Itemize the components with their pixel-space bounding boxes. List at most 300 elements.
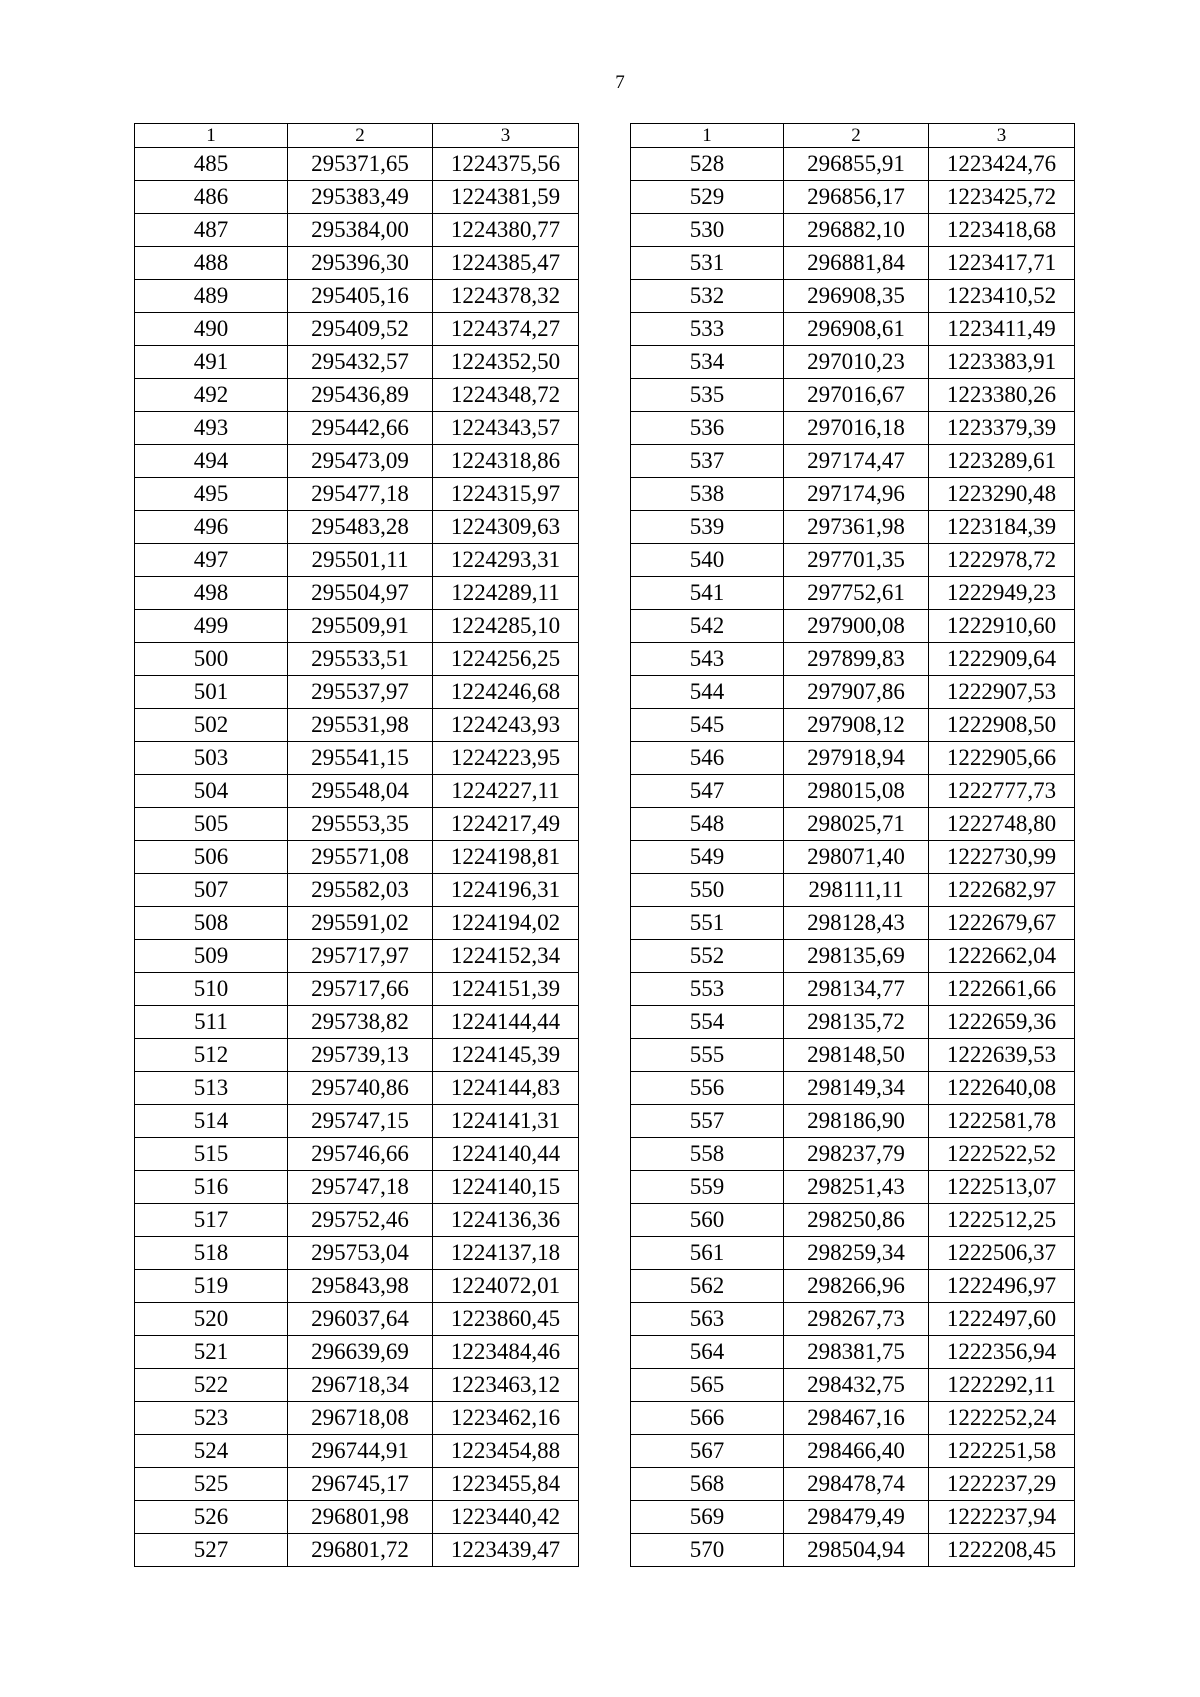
y-coordinate-cell: 1222506,37 — [929, 1237, 1075, 1270]
x-coordinate-cell: 295371,65 — [288, 148, 433, 181]
y-coordinate-cell: 1222908,50 — [929, 709, 1075, 742]
point-number-cell: 490 — [135, 313, 288, 346]
point-number-cell: 544 — [631, 676, 784, 709]
table-row — [135, 1072, 579, 1105]
x-coordinate-cell: 298267,73 — [784, 1303, 929, 1336]
y-coordinate-cell: 1223462,16 — [433, 1402, 579, 1435]
y-coordinate-cell: 1222522,52 — [929, 1138, 1075, 1171]
column-header-1: 1 — [631, 124, 784, 148]
y-coordinate-cell: 1223455,84 — [433, 1468, 579, 1501]
point-number-cell: 564 — [631, 1336, 784, 1369]
y-coordinate-cell: 1224227,11 — [433, 775, 579, 808]
x-coordinate-cell: 297016,67 — [784, 379, 929, 412]
y-coordinate-cell: 1224136,36 — [433, 1204, 579, 1237]
x-coordinate-cell: 296639,69 — [288, 1336, 433, 1369]
y-coordinate-cell: 1222682,97 — [929, 874, 1075, 907]
y-coordinate-cell: 1224140,44 — [433, 1138, 579, 1171]
point-number-cell: 521 — [135, 1336, 288, 1369]
table-row — [631, 1468, 1075, 1501]
table-row — [631, 1006, 1075, 1039]
y-coordinate-cell: 1223417,71 — [929, 247, 1075, 280]
point-number-cell: 543 — [631, 643, 784, 676]
x-coordinate-cell: 297174,47 — [784, 445, 929, 478]
x-coordinate-cell: 295752,46 — [288, 1204, 433, 1237]
point-number-cell: 516 — [135, 1171, 288, 1204]
table-row — [135, 577, 579, 610]
point-number-cell: 560 — [631, 1204, 784, 1237]
table-row — [135, 1105, 579, 1138]
x-coordinate-cell: 297016,18 — [784, 412, 929, 445]
table-row — [631, 214, 1075, 247]
point-number-cell: 540 — [631, 544, 784, 577]
table-row — [631, 643, 1075, 676]
y-coordinate-cell: 1222639,53 — [929, 1039, 1075, 1072]
y-coordinate-cell: 1224141,31 — [433, 1105, 579, 1138]
table-row — [135, 148, 579, 181]
point-number-cell: 546 — [631, 742, 784, 775]
point-number-cell: 537 — [631, 445, 784, 478]
y-coordinate-cell: 1224243,93 — [433, 709, 579, 742]
point-number-cell: 492 — [135, 379, 288, 412]
table-row — [631, 313, 1075, 346]
point-number-cell: 532 — [631, 280, 784, 313]
x-coordinate-cell: 295432,57 — [288, 346, 433, 379]
x-coordinate-cell: 295384,00 — [288, 214, 433, 247]
table-row — [631, 610, 1075, 643]
table-row — [631, 1336, 1075, 1369]
table-row — [631, 1501, 1075, 1534]
point-number-cell: 551 — [631, 907, 784, 940]
point-number-cell: 510 — [135, 973, 288, 1006]
point-number-cell: 504 — [135, 775, 288, 808]
y-coordinate-cell: 1224315,97 — [433, 478, 579, 511]
point-number-cell: 549 — [631, 841, 784, 874]
x-coordinate-cell: 298149,34 — [784, 1072, 929, 1105]
point-number-cell: 506 — [135, 841, 288, 874]
y-coordinate-cell: 1223484,46 — [433, 1336, 579, 1369]
x-coordinate-cell: 297361,98 — [784, 511, 929, 544]
y-coordinate-cell: 1224343,57 — [433, 412, 579, 445]
table-row — [135, 907, 579, 940]
x-coordinate-cell: 298432,75 — [784, 1369, 929, 1402]
x-coordinate-cell: 296882,10 — [784, 214, 929, 247]
x-coordinate-cell: 297900,08 — [784, 610, 929, 643]
point-number-cell: 485 — [135, 148, 288, 181]
table-row — [135, 1501, 579, 1534]
y-coordinate-cell: 1223289,61 — [929, 445, 1075, 478]
y-coordinate-cell: 1223424,76 — [929, 148, 1075, 181]
point-number-cell: 505 — [135, 808, 288, 841]
y-coordinate-cell: 1223860,45 — [433, 1303, 579, 1336]
x-coordinate-cell: 295541,15 — [288, 742, 433, 775]
table-row — [135, 1138, 579, 1171]
table-row — [135, 973, 579, 1006]
table-row — [135, 1204, 579, 1237]
point-number-cell: 522 — [135, 1369, 288, 1402]
point-number-cell: 555 — [631, 1039, 784, 1072]
x-coordinate-cell: 296745,17 — [288, 1468, 433, 1501]
table-row — [631, 1435, 1075, 1468]
point-number-cell: 527 — [135, 1534, 288, 1567]
y-coordinate-cell: 1222581,78 — [929, 1105, 1075, 1138]
x-coordinate-cell: 297907,86 — [784, 676, 929, 709]
x-coordinate-cell: 298134,77 — [784, 973, 929, 1006]
coordinates-table-left — [134, 123, 579, 1567]
table-row — [631, 973, 1075, 1006]
table-row — [631, 346, 1075, 379]
table-row — [135, 1435, 579, 1468]
table-row — [631, 940, 1075, 973]
point-number-cell: 553 — [631, 973, 784, 1006]
x-coordinate-cell: 296881,84 — [784, 247, 929, 280]
point-number-cell: 500 — [135, 643, 288, 676]
x-coordinate-cell: 297701,35 — [784, 544, 929, 577]
point-number-cell: 486 — [135, 181, 288, 214]
y-coordinate-cell: 1222356,94 — [929, 1336, 1075, 1369]
x-coordinate-cell: 298237,79 — [784, 1138, 929, 1171]
point-number-cell: 491 — [135, 346, 288, 379]
point-number-cell: 534 — [631, 346, 784, 379]
y-coordinate-cell: 1223418,68 — [929, 214, 1075, 247]
table-row — [135, 1039, 579, 1072]
x-coordinate-cell: 295553,35 — [288, 808, 433, 841]
x-coordinate-cell: 296908,35 — [784, 280, 929, 313]
table-row — [135, 1534, 579, 1567]
point-number-cell: 541 — [631, 577, 784, 610]
point-number-cell: 568 — [631, 1468, 784, 1501]
y-coordinate-cell: 1223439,47 — [433, 1534, 579, 1567]
point-number-cell: 503 — [135, 742, 288, 775]
table-row — [631, 1204, 1075, 1237]
point-number-cell: 511 — [135, 1006, 288, 1039]
y-coordinate-cell: 1222640,08 — [929, 1072, 1075, 1105]
point-number-cell: 569 — [631, 1501, 784, 1534]
x-coordinate-cell: 298466,40 — [784, 1435, 929, 1468]
point-number-cell: 556 — [631, 1072, 784, 1105]
x-coordinate-cell: 295747,18 — [288, 1171, 433, 1204]
x-coordinate-cell: 295409,52 — [288, 313, 433, 346]
table-row — [135, 1369, 579, 1402]
y-coordinate-cell: 1223425,72 — [929, 181, 1075, 214]
table-row — [631, 808, 1075, 841]
x-coordinate-cell: 295383,49 — [288, 181, 433, 214]
table-row — [631, 874, 1075, 907]
y-coordinate-cell: 1224144,83 — [433, 1072, 579, 1105]
y-coordinate-cell: 1224137,18 — [433, 1237, 579, 1270]
x-coordinate-cell: 295436,89 — [288, 379, 433, 412]
x-coordinate-cell: 297010,23 — [784, 346, 929, 379]
point-number-cell: 559 — [631, 1171, 784, 1204]
point-number-cell: 552 — [631, 940, 784, 973]
table-row — [631, 148, 1075, 181]
y-coordinate-cell: 1222252,24 — [929, 1402, 1075, 1435]
point-number-cell: 542 — [631, 610, 784, 643]
x-coordinate-cell: 298128,43 — [784, 907, 929, 940]
y-coordinate-cell: 1222907,53 — [929, 676, 1075, 709]
x-coordinate-cell: 296744,91 — [288, 1435, 433, 1468]
table-row — [135, 940, 579, 973]
x-coordinate-cell: 295483,28 — [288, 511, 433, 544]
table-row — [631, 577, 1075, 610]
point-number-cell: 562 — [631, 1270, 784, 1303]
table-row — [631, 379, 1075, 412]
table-row — [135, 874, 579, 907]
x-coordinate-cell: 298467,16 — [784, 1402, 929, 1435]
y-coordinate-cell: 1224318,86 — [433, 445, 579, 478]
point-number-cell: 538 — [631, 478, 784, 511]
page-number: 7 — [615, 72, 625, 93]
y-coordinate-cell: 1224144,44 — [433, 1006, 579, 1039]
point-number-cell: 509 — [135, 940, 288, 973]
y-coordinate-cell: 1223410,52 — [929, 280, 1075, 313]
y-coordinate-cell: 1222237,29 — [929, 1468, 1075, 1501]
x-coordinate-cell: 295571,08 — [288, 841, 433, 874]
x-coordinate-cell: 298259,34 — [784, 1237, 929, 1270]
y-coordinate-cell: 1222905,66 — [929, 742, 1075, 775]
column-header-3: 3 — [929, 124, 1075, 148]
point-number-cell: 508 — [135, 907, 288, 940]
table-row — [631, 775, 1075, 808]
x-coordinate-cell: 298479,49 — [784, 1501, 929, 1534]
y-coordinate-cell: 1224246,68 — [433, 676, 579, 709]
table-row — [135, 643, 579, 676]
y-coordinate-cell: 1224198,81 — [433, 841, 579, 874]
y-coordinate-cell: 1222777,73 — [929, 775, 1075, 808]
table-row — [631, 1303, 1075, 1336]
y-coordinate-cell: 1224380,77 — [433, 214, 579, 247]
point-number-cell: 548 — [631, 808, 784, 841]
x-coordinate-cell: 298135,72 — [784, 1006, 929, 1039]
table-row — [135, 610, 579, 643]
point-number-cell: 513 — [135, 1072, 288, 1105]
y-coordinate-cell: 1222978,72 — [929, 544, 1075, 577]
table-row — [135, 379, 579, 412]
point-number-cell: 525 — [135, 1468, 288, 1501]
table-row — [135, 412, 579, 445]
point-number-cell: 550 — [631, 874, 784, 907]
y-coordinate-cell: 1224217,49 — [433, 808, 579, 841]
x-coordinate-cell: 298478,74 — [784, 1468, 929, 1501]
column-header-3: 3 — [433, 124, 579, 148]
table-row — [135, 346, 579, 379]
y-coordinate-cell: 1222661,66 — [929, 973, 1075, 1006]
y-coordinate-cell: 1224381,59 — [433, 181, 579, 214]
x-coordinate-cell: 295548,04 — [288, 775, 433, 808]
table-row — [135, 445, 579, 478]
point-number-cell: 547 — [631, 775, 784, 808]
table-row — [135, 544, 579, 577]
column-header-1: 1 — [135, 124, 288, 148]
x-coordinate-cell: 295740,86 — [288, 1072, 433, 1105]
x-coordinate-cell: 295739,13 — [288, 1039, 433, 1072]
table-row — [631, 280, 1075, 313]
x-coordinate-cell: 295405,16 — [288, 280, 433, 313]
x-coordinate-cell: 298250,86 — [784, 1204, 929, 1237]
y-coordinate-cell: 1222292,11 — [929, 1369, 1075, 1402]
x-coordinate-cell: 296037,64 — [288, 1303, 433, 1336]
point-number-cell: 520 — [135, 1303, 288, 1336]
point-number-cell: 529 — [631, 181, 784, 214]
table-row — [631, 1039, 1075, 1072]
y-coordinate-cell: 1224151,39 — [433, 973, 579, 1006]
y-coordinate-cell: 1222679,67 — [929, 907, 1075, 940]
table-row — [631, 1105, 1075, 1138]
y-coordinate-cell: 1222251,58 — [929, 1435, 1075, 1468]
point-number-cell: 512 — [135, 1039, 288, 1072]
y-coordinate-cell: 1224140,15 — [433, 1171, 579, 1204]
table-row — [135, 808, 579, 841]
table-row — [631, 544, 1075, 577]
y-coordinate-cell: 1222730,99 — [929, 841, 1075, 874]
table-row — [135, 313, 579, 346]
point-number-cell: 499 — [135, 610, 288, 643]
y-coordinate-cell: 1222949,23 — [929, 577, 1075, 610]
point-number-cell: 514 — [135, 1105, 288, 1138]
x-coordinate-cell: 295537,97 — [288, 676, 433, 709]
x-coordinate-cell: 295591,02 — [288, 907, 433, 940]
point-number-cell: 496 — [135, 511, 288, 544]
point-number-cell: 536 — [631, 412, 784, 445]
x-coordinate-cell: 296718,34 — [288, 1369, 433, 1402]
x-coordinate-cell: 295738,82 — [288, 1006, 433, 1039]
y-coordinate-cell: 1222512,25 — [929, 1204, 1075, 1237]
x-coordinate-cell: 297899,83 — [784, 643, 929, 676]
y-coordinate-cell: 1224072,01 — [433, 1270, 579, 1303]
y-coordinate-cell: 1224152,34 — [433, 940, 579, 973]
table-row — [631, 676, 1075, 709]
table-row — [135, 1468, 579, 1501]
y-coordinate-cell: 1222659,36 — [929, 1006, 1075, 1039]
table-row — [631, 841, 1075, 874]
x-coordinate-cell: 296856,17 — [784, 181, 929, 214]
table-row — [631, 1369, 1075, 1402]
table-row — [135, 1006, 579, 1039]
y-coordinate-cell: 1222237,94 — [929, 1501, 1075, 1534]
table-row — [631, 478, 1075, 511]
y-coordinate-cell: 1222909,64 — [929, 643, 1075, 676]
x-coordinate-cell: 295509,91 — [288, 610, 433, 643]
point-number-cell: 528 — [631, 148, 784, 181]
x-coordinate-cell: 298504,94 — [784, 1534, 929, 1567]
point-number-cell: 518 — [135, 1237, 288, 1270]
y-coordinate-cell: 1223463,12 — [433, 1369, 579, 1402]
x-coordinate-cell: 297752,61 — [784, 577, 929, 610]
y-coordinate-cell: 1224378,32 — [433, 280, 579, 313]
y-coordinate-cell: 1224352,50 — [433, 346, 579, 379]
table-row — [631, 1534, 1075, 1567]
y-coordinate-cell: 1224285,10 — [433, 610, 579, 643]
y-coordinate-cell: 1222513,07 — [929, 1171, 1075, 1204]
y-coordinate-cell: 1224375,56 — [433, 148, 579, 181]
y-coordinate-cell: 1223290,48 — [929, 478, 1075, 511]
y-coordinate-cell: 1224374,27 — [433, 313, 579, 346]
point-number-cell: 489 — [135, 280, 288, 313]
table-row — [135, 1336, 579, 1369]
y-coordinate-cell: 1223411,49 — [929, 313, 1075, 346]
x-coordinate-cell: 297918,94 — [784, 742, 929, 775]
point-number-cell: 517 — [135, 1204, 288, 1237]
table-row — [135, 1171, 579, 1204]
table-row — [631, 1138, 1075, 1171]
y-coordinate-cell: 1222748,80 — [929, 808, 1075, 841]
x-coordinate-cell: 295747,15 — [288, 1105, 433, 1138]
table-row — [631, 1171, 1075, 1204]
table-row — [631, 247, 1075, 280]
y-coordinate-cell: 1223454,88 — [433, 1435, 579, 1468]
y-coordinate-cell: 1223383,91 — [929, 346, 1075, 379]
point-number-cell: 488 — [135, 247, 288, 280]
point-number-cell: 501 — [135, 676, 288, 709]
x-coordinate-cell: 295533,51 — [288, 643, 433, 676]
x-coordinate-cell: 295396,30 — [288, 247, 433, 280]
point-number-cell: 495 — [135, 478, 288, 511]
point-number-cell: 530 — [631, 214, 784, 247]
y-coordinate-cell: 1222497,60 — [929, 1303, 1075, 1336]
x-coordinate-cell: 295501,11 — [288, 544, 433, 577]
point-number-cell: 507 — [135, 874, 288, 907]
point-number-cell: 497 — [135, 544, 288, 577]
table-row — [631, 511, 1075, 544]
point-number-cell: 545 — [631, 709, 784, 742]
table-row — [631, 742, 1075, 775]
table-header-row — [631, 124, 1075, 148]
y-coordinate-cell: 1223379,39 — [929, 412, 1075, 445]
y-coordinate-cell: 1223184,39 — [929, 511, 1075, 544]
table-row — [135, 181, 579, 214]
y-coordinate-cell: 1224309,63 — [433, 511, 579, 544]
table-row — [135, 1402, 579, 1435]
y-coordinate-cell: 1223440,42 — [433, 1501, 579, 1534]
point-number-cell: 554 — [631, 1006, 784, 1039]
table-row — [135, 775, 579, 808]
y-coordinate-cell: 1222662,04 — [929, 940, 1075, 973]
point-number-cell: 533 — [631, 313, 784, 346]
point-number-cell: 515 — [135, 1138, 288, 1171]
column-header-2: 2 — [288, 124, 433, 148]
table-row — [135, 1270, 579, 1303]
table-row — [135, 742, 579, 775]
point-number-cell: 498 — [135, 577, 288, 610]
x-coordinate-cell: 295531,98 — [288, 709, 433, 742]
y-coordinate-cell: 1224348,72 — [433, 379, 579, 412]
table-row — [631, 1402, 1075, 1435]
point-number-cell: 565 — [631, 1369, 784, 1402]
point-number-cell: 519 — [135, 1270, 288, 1303]
y-coordinate-cell: 1224256,25 — [433, 643, 579, 676]
x-coordinate-cell: 295746,66 — [288, 1138, 433, 1171]
y-coordinate-cell: 1224196,31 — [433, 874, 579, 907]
table-row — [135, 1237, 579, 1270]
coordinates-table-right — [630, 123, 1075, 1567]
table-row — [631, 445, 1075, 478]
x-coordinate-cell: 298111,11 — [784, 874, 929, 907]
y-coordinate-cell: 1224293,31 — [433, 544, 579, 577]
y-coordinate-cell: 1222496,97 — [929, 1270, 1075, 1303]
x-coordinate-cell: 298186,90 — [784, 1105, 929, 1138]
x-coordinate-cell: 295582,03 — [288, 874, 433, 907]
point-number-cell: 524 — [135, 1435, 288, 1468]
y-coordinate-cell: 1224145,39 — [433, 1039, 579, 1072]
table-row — [135, 841, 579, 874]
point-number-cell: 539 — [631, 511, 784, 544]
point-number-cell: 494 — [135, 445, 288, 478]
table-row — [135, 214, 579, 247]
point-number-cell: 566 — [631, 1402, 784, 1435]
x-coordinate-cell: 295473,09 — [288, 445, 433, 478]
point-number-cell: 535 — [631, 379, 784, 412]
point-number-cell: 561 — [631, 1237, 784, 1270]
y-coordinate-cell: 1224223,95 — [433, 742, 579, 775]
